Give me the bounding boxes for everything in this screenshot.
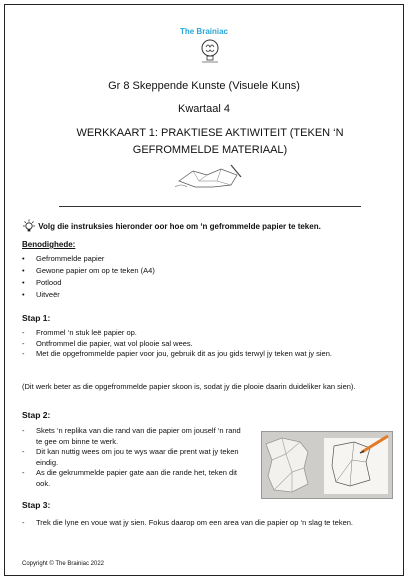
list-item: - Dit kan nuttig wees om jou te wys waar die prent wat jy teken eindig. xyxy=(22,447,248,468)
crumpled-paper-photo xyxy=(261,431,393,499)
list-item: • Gewone papier om op te teken (A4) xyxy=(22,265,155,277)
worksheet-page xyxy=(4,4,404,576)
list-item: - As die gekrummelde papier gate aan die rande het, teken dit ook. xyxy=(22,468,248,489)
bulb-brain-logo-icon xyxy=(199,38,221,64)
copyright-footer: Copyright © The Brainiac 2022 xyxy=(22,561,105,567)
list-item: - Met die opgefrommelde papier voor jou, gebruik dit as jou gids terwyl jy teken wat jy sien. xyxy=(22,349,382,360)
list-item: • Uitveër xyxy=(22,289,155,301)
subject-title: Gr 8 Skeppende Kunste (Visuele Kuns) xyxy=(108,80,300,92)
step3-list xyxy=(22,518,392,529)
step1-heading: Stap 1: xyxy=(22,313,51,323)
list-item: - Ontfrommel die papier, wat vol plooie sal wees. xyxy=(22,339,382,350)
materials-list xyxy=(22,253,155,301)
list-item: - Frommel ‘n stuk leë papier op. xyxy=(22,328,382,339)
step3-heading: Stap 3: xyxy=(22,500,51,510)
instruction-line xyxy=(22,219,321,233)
list-item: - Skets ‘n replika van die rand van die papier om jouself ‘n rand te gee om binne te werk. xyxy=(22,426,248,447)
lightbulb-icon xyxy=(22,219,36,233)
brand-name: The Brainiac xyxy=(179,27,228,36)
step2-heading: Stap 2: xyxy=(22,410,51,420)
worksheet-title: WERKKAART 1: PRAKTIESE AKTIWITEIT (TEKEN ‘N GEFROMMELDE MATERIAAL) xyxy=(76,127,344,156)
materials-heading: Benodighede: xyxy=(22,240,76,249)
step1-list xyxy=(22,328,382,360)
list-item: - Trek die lyne en voue wat jy sien. Fokus daarop om een area van die papier op ‘n slag te teken. xyxy=(22,518,392,529)
list-item: • Gefrommelde papier xyxy=(22,253,155,265)
instruction-text: Volg die instruksies hieronder oor hoe om ‘n gefrommelde papier te teken. xyxy=(38,222,321,231)
list-item: • Potlood xyxy=(22,277,155,289)
step1-note: (Dit werk beter as die opgefrommelde papier skoon is, sodat jy die plooie daarin duideliker kan sien). xyxy=(22,382,356,391)
crumpled-paper-sketch xyxy=(173,161,247,191)
term-label: Kwartaal 4 xyxy=(178,103,230,115)
step2-list xyxy=(22,426,248,489)
divider-line xyxy=(59,206,361,207)
